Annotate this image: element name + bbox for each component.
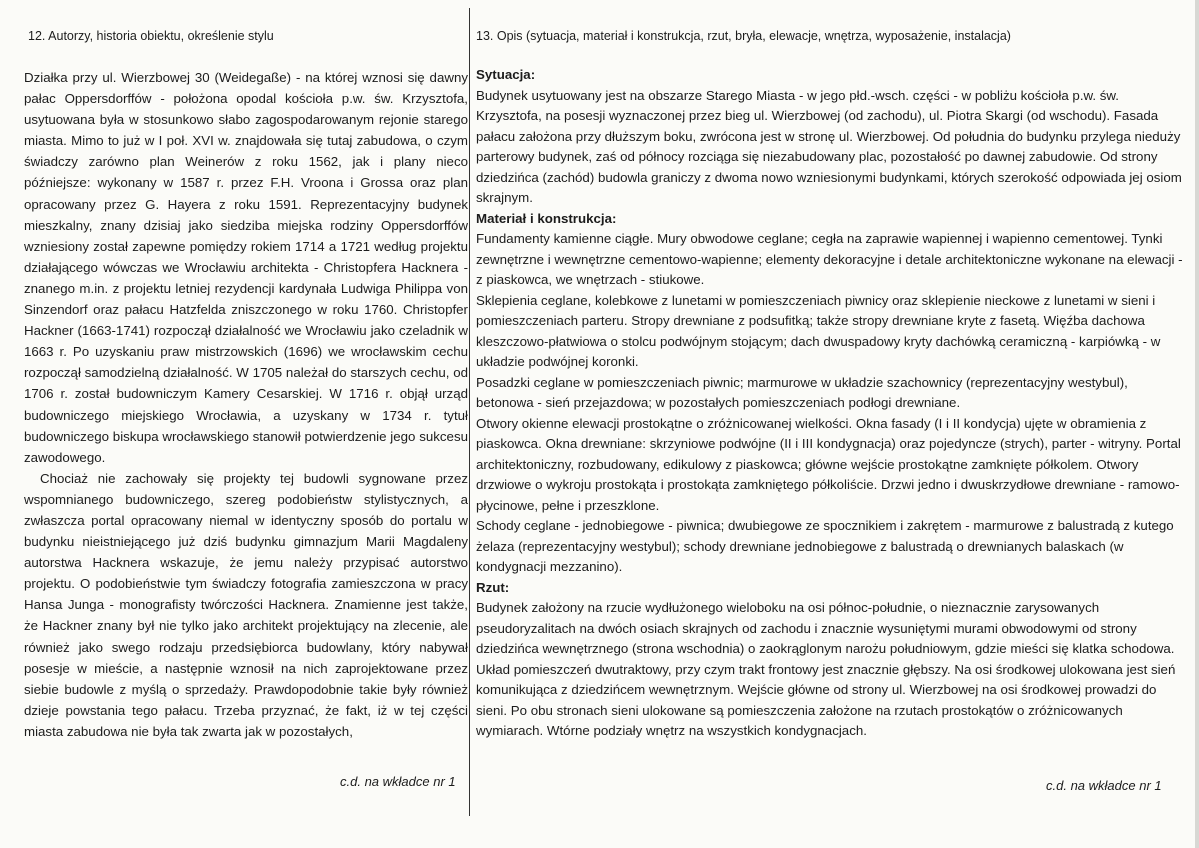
- page-edge: [1195, 0, 1199, 848]
- plan-heading: Rzut:: [476, 579, 510, 595]
- history-paragraph-1: Działka przy ul. Wierzbowej 30 (Weidegaße) - na której wznosi się dawny pałac Oppersdorffów - położona opodal kościoła p.w. św. Krzysztofa, usytuowana była w stosunkowo słabo zagospodarowanym rejonie starego miasta. Mimo to już w I poł. XVI w. znajdowała się tutaj zabudowa, o czym świadczy zarówno plan Weinerów z roku 1562, jak i plany nieco późniejsze: wykonany w 1587 r. przez F.H. Vroona i Grossa oraz plan opracowany przez G. Hayera z roku 1591. Reprezentacyjny budynek mieszkalny, znany dzisiaj jako siedziba miejska rodziny Oppersdorffów wzniesiony został zapewne pomiędzy rokiem 1714 a 1721 według projektu działającego wówczas we Wrocławiu architekta - Christopfera Hacknera - znanego m.in. z projektu letniej rezydencji kardynała Ludwiga Philippa von Sinzendorf oraz pałacu Hatzfelda zniszczonego w roku 1760. Christopfer Hackner (1663-1741) rozpoczął działalność we Wrocławiu jako czeladnik w 1663 r. Po uzyskaniu praw mistrzowskich (1696) we wrocławskim cechu rozpoczął samodzielną działalność. W 1705 należał do starszych cechu, od 1706 r. został budowniczym Kamery Cesarskiej. W 1716 r. objął urząd budowniczego miejskiego Wrocławia, a uzyskany w 1734 r. tytuł budowniczego biskupa wrocławskiego stanowił potwierdzenie jego sukcesu zawodowego.: [24, 70, 468, 465]
- history-text: [24, 67, 468, 742]
- history-paragraph-2: Chociaż nie zachowały się projekty tej budowli sygnowane przez wspomnianego budowniczego, szereg podobieństw stylistycznych, a zwłaszcza portal opracowany niemal w identyczny sposób do portalu w budynku nieistniejącego już dziś budynku gimnazjum Marii Magdaleny autorstwa Hacknera wskazuje, że jemu należy przypisać autorstwo projektu. O podobieństwie tym świadczy fotografia zamieszczona w pracy Hansa Junga - monografisty twórczości Hacknera. Znamienne jest także, że Hackner znany był nie tylko jako architekt projektujący na zlecenie, ale również jako swego rodzaju przedsiębiorca budowlany, który nabywał posesje w mieście, a następnie wznosił na nich zaprojektowane przez siebie budowle z myślą o sprzedaży. Prawdopodobnie takie były również dzieje powstania tego pałacu. Trzeba przyznać, że fakt, iż w tej części miasta zabudowa nie była tak zwarta jak w pozostałych,: [24, 470, 468, 739]
- floors-paragraph: Posadzki ceglane w pomieszczeniach piwnic; marmurowe w układzie szachownicy (reprezentacyjny westybul), betonowa - sień przejazdowa; w pozostałych pomieszczeniach podłogi drewniane.: [476, 374, 1128, 410]
- stairs-paragraph: Schody ceglane - jednobiegowe - piwnica; dwubiegowe ze spocznikiem i zakrętem - marmurowe z balustradą z kutego żelaza (reprezentacyjny westybul); schody drewniane jednobiegowe z balustradą o drewnianych balaskach (w kondygnacji mezzanino).: [476, 518, 1174, 574]
- left-column: [24, 22, 468, 742]
- material-heading: Materiał i konstrukcja:: [476, 210, 617, 226]
- openings-paragraph: Otwory okienne elewacji prostokątne o zróżnicowanej wielkości. Okna fasady (I i II kondycja) ujęte w obramienia z piaskowca. Okna drewniane: skrzyniowe podwójne (II i III kondygnacja) oraz pojedyncze (strych), parter - witryny. Portal architektoniczny, rozbudowany, edikulowy z piaskowca; główne wejście prostokątne zamknięte półkolem. Otwory drzwiowe o wykroju prostokąta i prostokąta zamkniętego półkoliście. Drzwi jedno i dwuskrzydłowe drewniane - ramowo-płycinowe, pełne i przeszklone.: [476, 415, 1181, 513]
- continuation-note-left: c.d. na wkładce nr 1: [340, 774, 456, 789]
- right-column: [476, 22, 1188, 742]
- section-13-header: 13. Opis (sytuacja, materiał i konstrukcja, rzut, bryła, elewacje, wnętrza, wyposażenie, instalacja): [476, 29, 1011, 43]
- situation-heading: Sytuacja:: [476, 67, 536, 82]
- foundations-paragraph: Fundamenty kamienne ciągłe. Mury obwodowe ceglane; cegła na zaprawie wapiennej i wapienno cementowej. Tynki zewnętrzne i wewnętrzne cementowo-wapienne; elementy dekoracyjne i detale architektoniczne wykonane na elewacji - z piaskowca, we wnętrzach - stiukowe.: [476, 231, 1183, 287]
- plan-paragraph: Budynek założony na rzucie wydłużonego wieloboku na osi północ-południe, o nieznacznie zarysowanych pseudoryzalitach na dwóch osiach skrajnych od zachodu i znacznie wysuniętymi murami obwodowymi od strony dziedzińca wewnętrznego (strona wschodnia) o zaokrąglonym narożu południowym, gdzie mieści się klatka schodowa. Układ pomieszczeń dwutraktowy, przy czym trakt frontowy jest znacznie głębszy. Na osi środkowej ulokowana jest sień komunikująca z dziedzińcem wewnętrznym. Wejście główne od strony ul. Wierzbowej na osi środkowej prowadzi do sieni. Po obu stronach sieni ulokowane są pomieszczenia założone na rzutach prostokątów o zróżnicowanych wymiarach. Wtórne podziały wnętrz na wszystkich kondygnacjach.: [476, 600, 1176, 738]
- vaults-paragraph: Sklepienia ceglane, kolebkowe z lunetami w pomieszczeniach piwnicy oraz sklepienie nieckowe z lunetami w sieni i pomieszczeniach parteru. Stropy drewniane z podsufitką; także stropy drewniane kryte z fasetą. Więźba dachowa kleszczowo-płatwiowa o stolcu podwójnym stojącym; dach dwuspadowy kryty dachówką ceramiczną - karpiówką - w układzie podwójnej koronki.: [476, 292, 1161, 369]
- column-divider: [469, 8, 470, 816]
- section-12-header: 12. Autorzy, historia obiektu, określenie stylu: [28, 29, 274, 43]
- description-text: [476, 65, 1188, 742]
- continuation-note-right: c.d. na wkładce nr 1: [1046, 778, 1162, 793]
- situation-paragraph: Budynek usytuowany jest na obszarze Starego Miasta - w jego płd.-wsch. części - w pobliżu kościoła p.w. św. Krzysztofa, na posesji wyznaczonej przez bieg ul. Wierzbowej (od zachodu), ul. Piotra Skargi (od wschodu). Fasada pałacu założona przy dłuższym boku, zwrócona jest w stronę ul. Wierzbowej. Od południa do budynku przylega niedużу parterowy budynek, zaś od północy rozciąga się niezabudowany plac, pozostałość po dawnej zabudowie. Od strony dziedzińca (zachód) budowla graniczy z dwoma nowo wzniesionymi budynkami, których szerokość odpowiada jej osiom skrajnym.: [476, 87, 1182, 205]
